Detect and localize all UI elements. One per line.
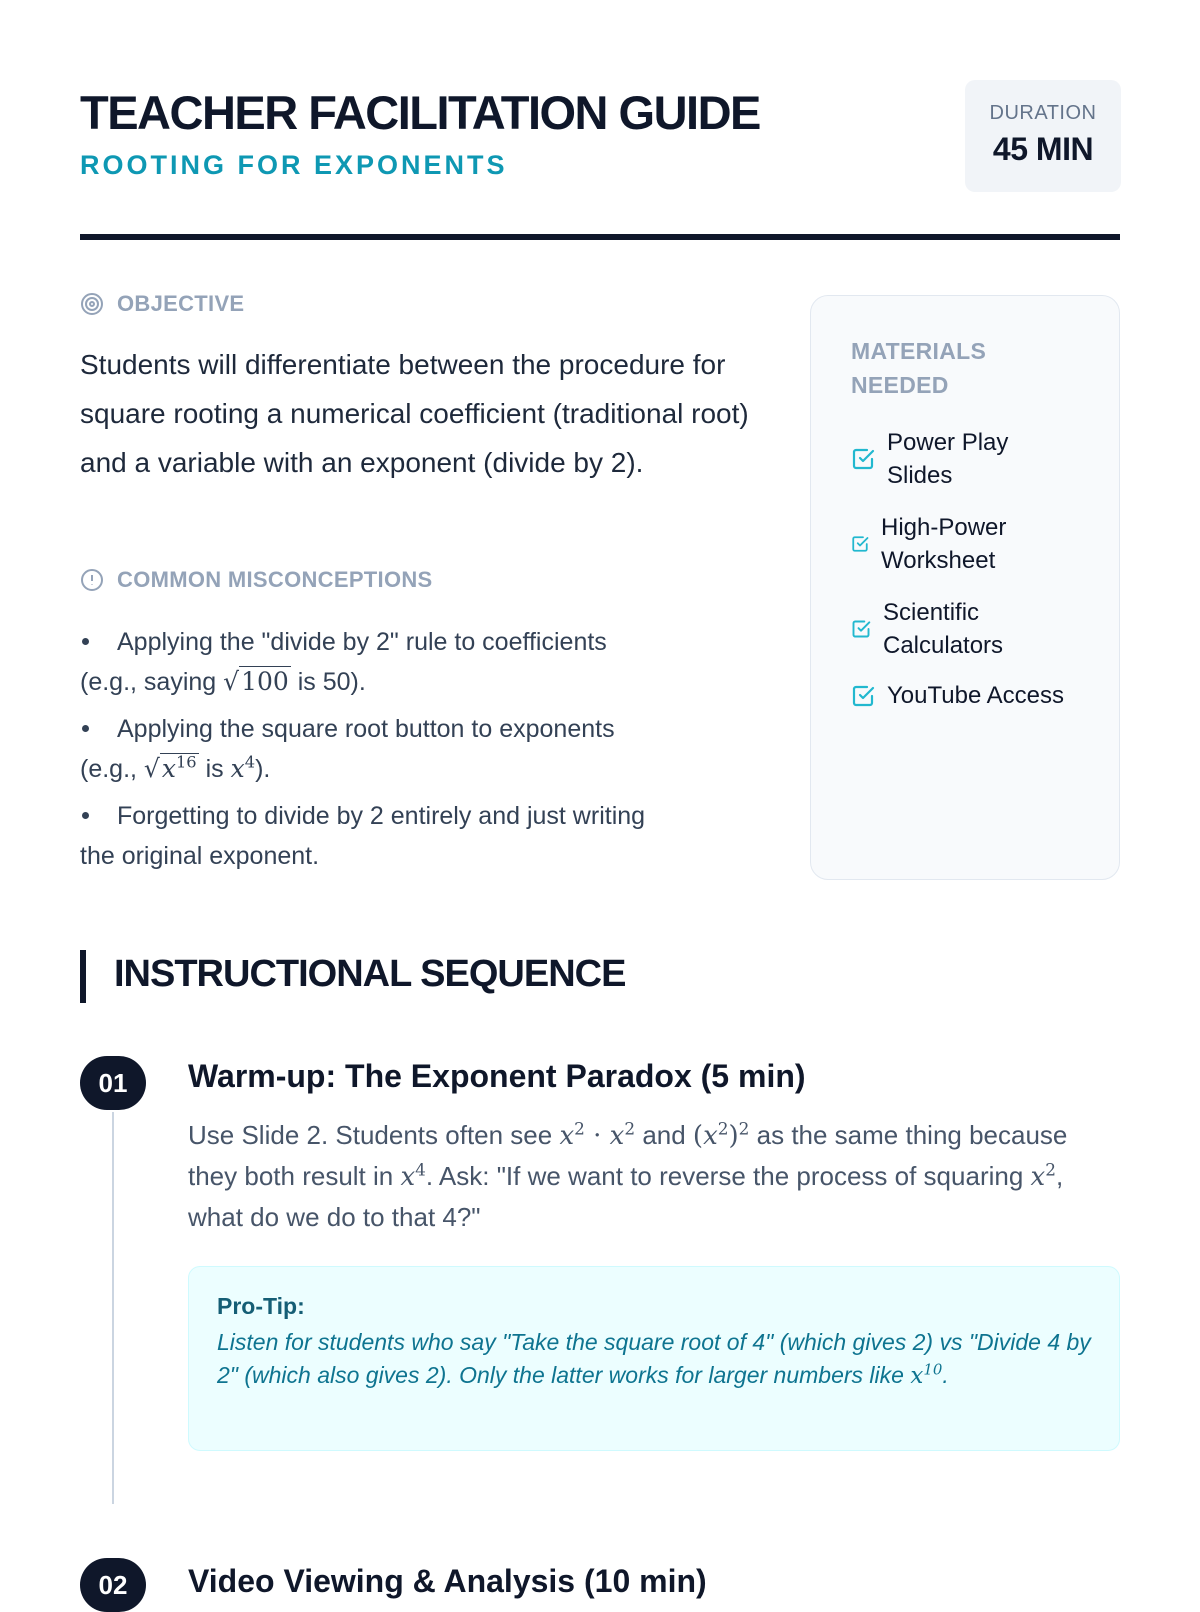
step-body: Use Slide 2. Students often see $x^2 \cdot x^2$ and $(x^2)^2$ as the same thing because they both result in $x^4$. Ask: "If we want to reverse the process of squaring $x^2$, what do we do to that 4?" [188,1118,1068,1232]
material-item [851,511,1006,577]
bullet [82,812,89,819]
radicand-exponent: 16 [175,752,197,772]
section-accent-bar [80,950,86,1003]
misconception-lead: Forgetting to divide by 2 entirely and just writing [117,802,646,830]
misconception-tail: the original exponent. [80,842,320,870]
misconception-pre: (e.g., saying [80,668,224,696]
materials-title: MATERIALS NEEDED [851,338,987,398]
step-number-badge: 02 [80,1558,146,1612]
result-exponent: 4 [244,752,256,772]
material-name-cont: Slides [887,462,953,489]
check-square-icon [851,535,869,553]
sqrt-expression: $√x^{16}$ [143,752,197,783]
material-name: YouTube Access [887,682,1065,709]
check-square-icon [851,447,875,471]
misconception-mid: is [198,755,231,783]
duration-label: DURATION [989,102,1097,124]
step-text: and [635,1120,693,1150]
pro-tip-box [188,1266,1120,1451]
misconception-lead: Applying the "divide by 2" rule to coefficients [117,628,607,656]
duration-value: 45 MIN [992,131,1094,167]
material-name-cont: Worksheet [881,547,996,574]
step-text: as the same thing because they both result in [188,1120,1068,1191]
target-icon [80,292,104,316]
misconception-lead: Applying the square root button to exponents [117,715,615,743]
material-name: High-Power [881,514,1007,541]
misconceptions-label-text: COMMON MISCONCEPTIONS [117,567,433,592]
material-item [851,596,1003,662]
check-square-icon [851,684,875,708]
bullet [82,638,89,645]
bullet [82,725,89,732]
header-divider [80,234,1120,240]
sequence-heading: INSTRUCTIONAL SEQUENCE [114,953,626,995]
material-item [851,679,1064,712]
objective-label [80,291,244,317]
sqrt-expression: √100 [223,667,289,696]
objective-text: Students will differentiate between the procedure for square rooting a numerical coefficient (traditional root) and a variable with an exponent (divide by 2). [80,349,749,478]
pro-tip-body: Listen for students who say "Take the square root of 4" (which gives 2) vs "Divide 4 by 2" (which also gives 2). Only the latter works for larger numbers like [217,1329,1091,1388]
lesson-subtitle: ROOTING FOR EXPONENTS [80,150,508,180]
misconception-item [80,796,760,876]
misconception-post: is 50). [290,668,366,696]
material-item [851,426,1008,492]
material-name-cont: Calculators [883,632,1004,659]
result-base: x [230,754,245,783]
duration-badge [965,80,1121,192]
pro-tip-label: Pro-Tip: [217,1293,305,1319]
misconceptions-list [80,622,760,883]
timeline-line [112,1112,114,1504]
radicand: 100 [241,667,289,696]
objective-label-text: OBJECTIVE [117,291,245,316]
misconception-item [80,622,760,702]
misconception-post: ). [255,755,271,783]
step-title: Warm-up: The Exponent Paradox (5 min) [188,1058,806,1094]
misconceptions-label [80,567,433,593]
check-square-icon [851,619,871,639]
misconception-item [80,709,760,789]
radicand-base: x [161,754,176,783]
material-name: Power Play [887,429,1009,456]
step-text: , what do we do to that 4?" [188,1161,1064,1232]
material-name: Scientific [883,599,980,626]
step-text: . Ask: "If we want to reverse the process of squaring [425,1161,1031,1191]
step-title: Video Viewing & Analysis (10 min) [188,1563,707,1599]
materials-card [810,295,1120,880]
facilitation-guide-page [80,0,1120,1600]
step-text: Use Slide 2. Students often see [188,1120,560,1150]
pro-tip-text: Listen for students who say "Take the square root of 4" (which gives 2) vs "Divide 4 by 2" (which also gives 2). Only the latter works for larger numbers like $x^{10}$. [217,1329,1091,1389]
page-title: TEACHER FACILITATION GUIDE [80,86,760,139]
alert-circle-icon [80,568,104,592]
step-number-badge: 01 [80,1056,146,1110]
misconception-pre: (e.g., [80,755,144,783]
